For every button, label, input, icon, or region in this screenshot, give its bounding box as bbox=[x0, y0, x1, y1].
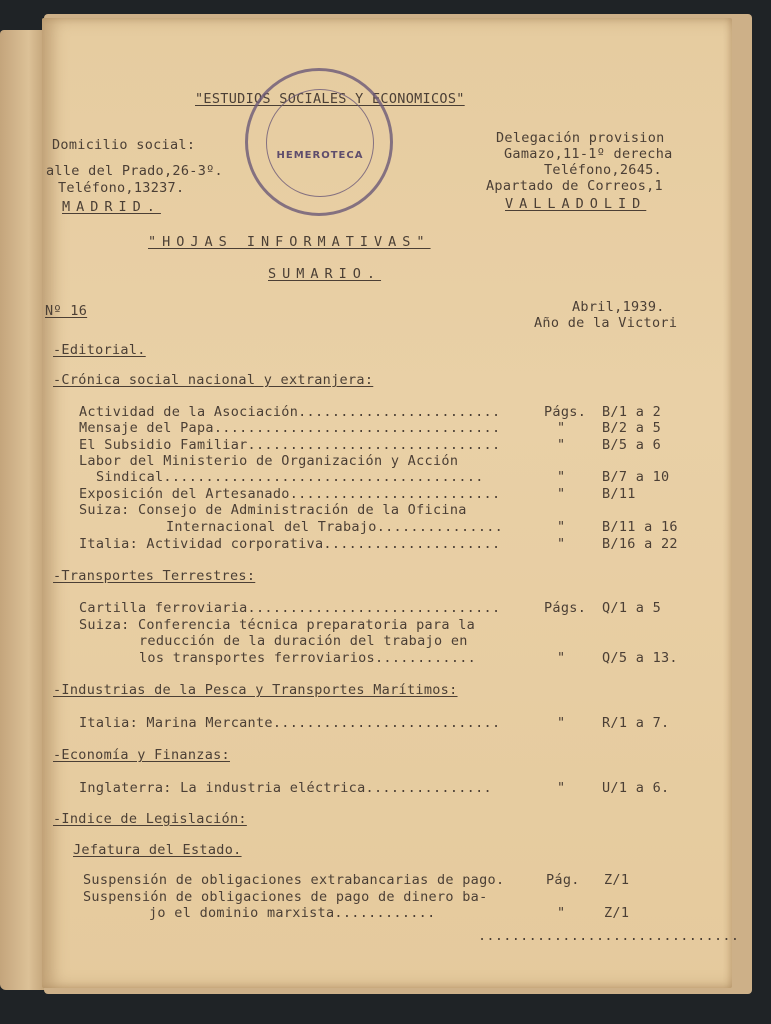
entry-text: Suiza: Consejo de Administración de la Oficina bbox=[79, 502, 467, 518]
entry-mark: Págs. bbox=[544, 404, 587, 420]
entry-mark: " bbox=[557, 469, 566, 485]
entry-mark: " bbox=[557, 536, 566, 552]
entry-text: Sindical...................................... bbox=[96, 469, 484, 485]
right-address-label: Delegación provision bbox=[496, 130, 665, 146]
entry-text: Suspensión de obligaciones extrabancarias de pago. bbox=[83, 872, 505, 888]
section-jefatura: Jefatura del Estado. bbox=[73, 842, 242, 858]
section-transportes: -Transportes Terrestres: bbox=[53, 568, 256, 584]
entry-mark: Pág. bbox=[546, 872, 580, 888]
entry-mark: Págs. bbox=[544, 600, 587, 616]
entry-pages: Q/1 a 5 bbox=[602, 600, 661, 616]
entry-pages: B/1 a 2 bbox=[602, 404, 661, 420]
section-industrias: -Industrias de la Pesca y Transportes Marítimos: bbox=[53, 682, 458, 698]
right-address-city: VALLADOLID bbox=[505, 196, 647, 212]
stamp-inner-ring bbox=[266, 89, 374, 197]
entry-pages: B/5 a 6 bbox=[602, 437, 661, 453]
entry-text: Italia: Actividad corporativa..................... bbox=[79, 536, 501, 552]
publication-name: "HOJAS INFORMATIVAS" bbox=[148, 234, 431, 250]
entry-text: Labor del Ministerio de Organización y Acción bbox=[79, 453, 459, 469]
section-indice: -Indice de Legislación: bbox=[53, 811, 247, 827]
left-address-street: alle del Prado,26-3º. bbox=[46, 163, 223, 179]
entry-pages: B/16 a 22 bbox=[602, 536, 678, 552]
entry-pages: B/7 a 10 bbox=[602, 469, 670, 485]
entry-text: Suspensión de obligaciones de pago de dinero ba- bbox=[83, 889, 488, 905]
entry-text: los transportes ferroviarios............ bbox=[139, 650, 477, 666]
right-address-box: Apartado de Correos,1 bbox=[486, 178, 663, 194]
closing-dotted-rule: ............................... bbox=[478, 928, 740, 944]
entry-mark: " bbox=[557, 420, 566, 436]
entry-pages: Z/1 bbox=[604, 872, 630, 888]
entry-mark: " bbox=[557, 905, 566, 921]
right-address-phone: Teléfono,2645. bbox=[544, 162, 662, 178]
entry-text: reducción de la duración del trabajo en bbox=[139, 633, 468, 649]
entry-pages: Q/5 a 13. bbox=[602, 650, 678, 666]
entry-mark: " bbox=[557, 486, 566, 502]
header-title: "ESTUDIOS SOCIALES Y ECONOMICOS" bbox=[195, 91, 465, 107]
entry-text: Inglaterra: La industria eléctrica............... bbox=[79, 780, 492, 796]
entry-text: Actividad de la Asociación........................ bbox=[79, 404, 501, 420]
right-address-street: Gamazo,11-1º derecha bbox=[504, 146, 673, 162]
entry-mark: " bbox=[557, 519, 566, 535]
entry-text: Cartilla ferroviaria.............................. bbox=[79, 600, 501, 616]
entry-text: Internacional del Trabajo............... bbox=[166, 519, 504, 535]
left-address-city: MADRID. bbox=[62, 199, 161, 215]
entry-pages: U/1 a 6. bbox=[602, 780, 670, 796]
issue-number: Nº 16 bbox=[45, 303, 88, 319]
entry-mark: " bbox=[557, 650, 566, 666]
stamp-text: HEMEROTECA bbox=[276, 150, 364, 161]
entry-mark: " bbox=[557, 780, 566, 796]
entry-mark: " bbox=[557, 715, 566, 731]
entry-text: El Subsidio Familiar.............................. bbox=[79, 437, 501, 453]
entry-mark: " bbox=[557, 437, 566, 453]
entry-text: Mensaje del Papa.................................. bbox=[79, 420, 501, 436]
entry-text: jo el dominio marxista............ bbox=[149, 905, 436, 921]
entry-text: Suiza: Conferencia técnica preparatoria para la bbox=[79, 617, 476, 633]
entry-pages: B/2 a 5 bbox=[602, 420, 661, 436]
entry-text: Exposición del Artesanado......................... bbox=[79, 486, 501, 502]
issue-year: Año de la Victori bbox=[534, 315, 678, 331]
left-address-label: Domicilio social: bbox=[52, 137, 196, 153]
section-cronica: -Crónica social nacional y extranjera: bbox=[53, 372, 374, 388]
section-editorial: -Editorial. bbox=[53, 342, 146, 358]
issue-date: Abril,1939. bbox=[572, 299, 665, 315]
entry-pages: R/1 a 7. bbox=[602, 715, 670, 731]
section-economia: -Economía y Finanzas: bbox=[53, 747, 230, 763]
entry-pages: B/11 bbox=[602, 486, 636, 502]
entry-pages: B/11 a 16 bbox=[602, 519, 678, 535]
entry-text: Italia: Marina Mercante........................... bbox=[79, 715, 501, 731]
summary-heading: SUMARIO. bbox=[268, 266, 382, 282]
library-stamp bbox=[245, 68, 393, 216]
entry-pages: Z/1 bbox=[604, 905, 630, 921]
left-address-phone: Teléfono,13237. bbox=[58, 180, 185, 196]
